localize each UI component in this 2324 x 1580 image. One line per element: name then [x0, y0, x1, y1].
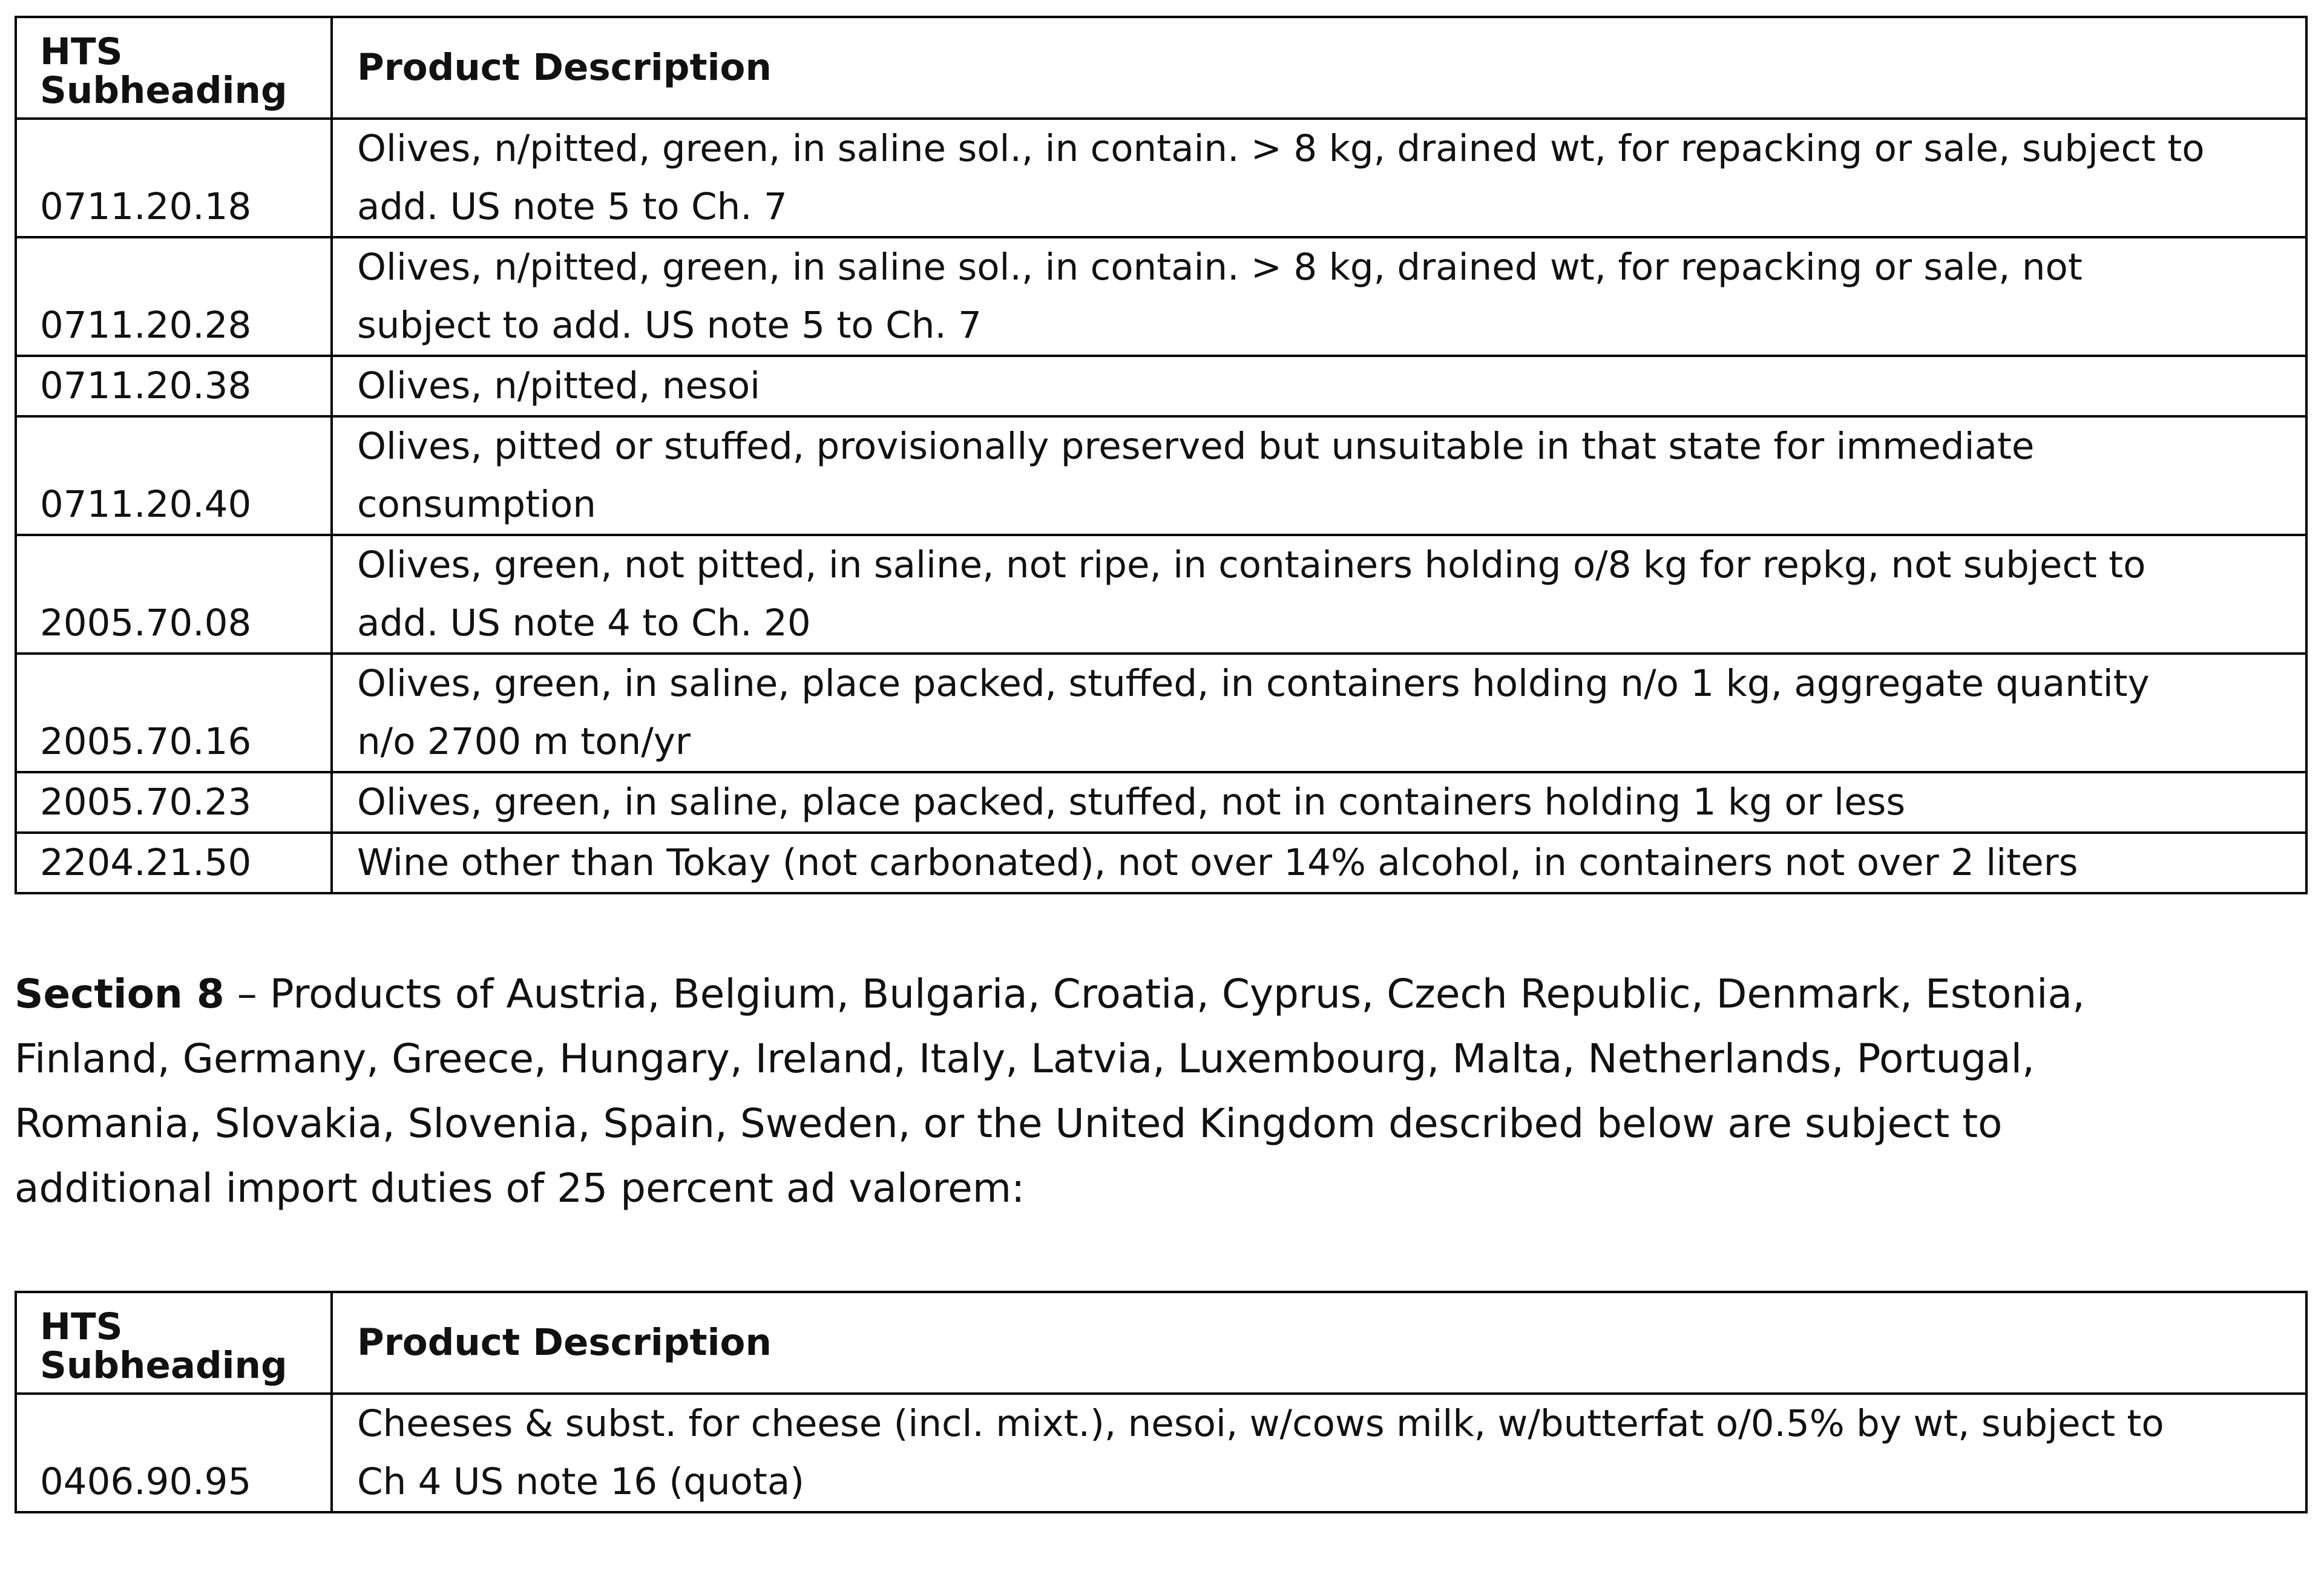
header-line: HTS [40, 1305, 123, 1348]
description-line: Wine other than Tokay (not carbonated), not over 14% alcohol, in containers not over 2 liters [357, 841, 2078, 884]
description-line: add. US note 4 to Ch. 20 [357, 602, 811, 644]
description-cell [332, 237, 2306, 356]
hts-code-cell: 2005.70.08 [16, 535, 332, 654]
paragraph-line: additional import duties of 25 percent ad valorem: [15, 1165, 1025, 1211]
table-header-row [16, 1292, 2306, 1394]
description-cell [332, 356, 2306, 416]
description-line: n/o 2700 m ton/yr [357, 720, 691, 763]
description-cell [332, 535, 2306, 654]
description-line: Olives, n/pitted, nesoi [357, 364, 761, 407]
table-row [16, 535, 2306, 654]
description-cell [332, 654, 2306, 772]
hts-code-cell: 2204.21.50 [16, 833, 332, 893]
header-line: Subheading [40, 69, 287, 112]
paragraph-line: Finland, Germany, Greece, Hungary, Ireland, Italy, Latvia, Luxembourg, Malta, Netherlands, Portugal, [15, 1035, 2035, 1082]
description-cell [332, 119, 2306, 237]
table-row [16, 1394, 2306, 1512]
description-cell [332, 416, 2306, 535]
table-row [16, 772, 2306, 833]
description-cell [332, 833, 2306, 893]
description-line: subject to add. US note 5 to Ch. 7 [357, 304, 982, 347]
hts-code-cell: 0711.20.40 [16, 416, 332, 535]
hts-code-cell: 0711.20.18 [16, 119, 332, 237]
hts-table-2 [15, 1291, 2308, 1513]
table-row [16, 416, 2306, 535]
hts-code-cell: 2005.70.16 [16, 654, 332, 772]
table-row [16, 833, 2306, 893]
description-line: Olives, green, in saline, place packed, stuffed, in containers holding n/o 1 kg, aggregate quantity [357, 662, 2150, 705]
header-line: Subheading [40, 1344, 287, 1387]
table-row [16, 119, 2306, 237]
table-row [16, 356, 2306, 416]
hts-table-1 [15, 16, 2308, 894]
description-line: Olives, green, in saline, place packed, stuffed, not in containers holding 1 kg or less [357, 781, 1906, 824]
paragraph-line: – Products of Austria, Belgium, Bulgaria, Croatia, Cyprus, Czech Republic, Denmark, Estonia, [224, 971, 2085, 1017]
paragraph-line: Romania, Slovakia, Slovenia, Spain, Sweden, or the United Kingdom described below are subject to [15, 1100, 2003, 1147]
description-line: Olives, n/pitted, green, in saline sol., in contain. > 8 kg, drained wt, for repacking or sale, not [357, 246, 2083, 289]
column-header-product-description: Product Description [332, 17, 2306, 119]
description-cell [332, 772, 2306, 833]
description-line: consumption [357, 483, 596, 526]
column-header-product-description: Product Description [332, 1292, 2306, 1394]
table-row [16, 237, 2306, 356]
description-line: Olives, n/pitted, green, in saline sol., in contain. > 8 kg, drained wt, for repacking or sale, subject to [357, 127, 2205, 170]
table-row [16, 654, 2306, 772]
description-line: Cheeses & subst. for cheese (incl. mixt.), nesoi, w/cows milk, w/butterfat o/0.5% by wt, subject to [357, 1402, 2164, 1445]
header-line: HTS [40, 30, 123, 73]
description-line: add. US note 5 to Ch. 7 [357, 185, 787, 228]
description-line: Ch 4 US note 16 (quota) [357, 1460, 805, 1503]
hts-code-cell: 2005.70.23 [16, 772, 332, 833]
hts-code-cell: 0711.20.28 [16, 237, 332, 356]
hts-code-cell: 0406.90.95 [16, 1394, 332, 1512]
table-header-row [16, 17, 2306, 119]
document-page [15, 16, 2305, 1513]
hts-code-cell: 0711.20.38 [16, 356, 332, 416]
description-line: Olives, pitted or stuffed, provisionally preserved but unsuitable in that state for immediate [357, 425, 2035, 468]
description-cell [332, 1394, 2306, 1512]
column-header-hts-subheading [16, 1292, 332, 1394]
section-heading: Section 8 [15, 971, 225, 1017]
description-line: Olives, green, not pitted, in saline, not ripe, in containers holding o/8 kg for repkg, not subject to [357, 543, 2146, 586]
column-header-hts-subheading [16, 17, 332, 119]
section-8-paragraph [15, 962, 2305, 1221]
